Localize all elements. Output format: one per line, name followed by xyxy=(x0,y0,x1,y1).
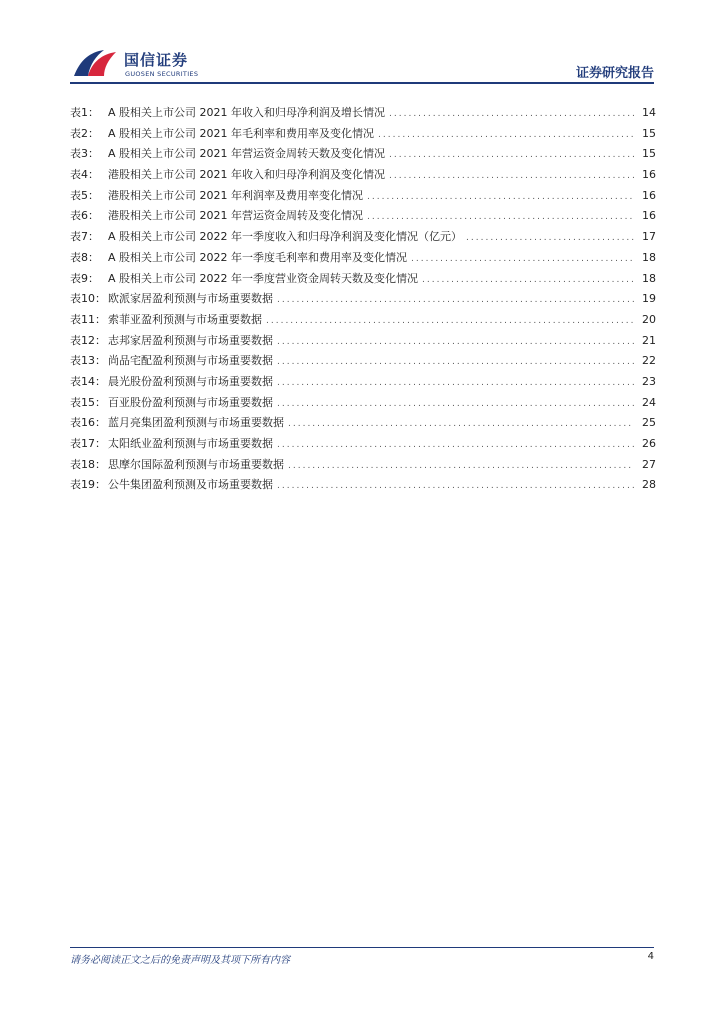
toc-entry-title: 港股相关上市公司 2021 年利润率及费用率变化情况 xyxy=(108,188,363,202)
toc-entry-page: 17 xyxy=(642,230,656,244)
toc-leader-dots xyxy=(277,373,634,394)
toc-entry-page: 16 xyxy=(642,188,656,202)
toc-leader-dots xyxy=(288,456,634,477)
toc-entry-label: 表17： xyxy=(70,437,106,450)
toc-entry-page: 20 xyxy=(642,312,656,326)
toc-entry-label: 表1： xyxy=(70,106,99,119)
report-type-label: 证券研究报告 xyxy=(575,66,654,81)
toc-entry-label: 表19： xyxy=(70,478,106,492)
page-number: 4 xyxy=(647,951,654,962)
toc-entry-title: 思摩尔国际盈利预测与市场重要数据 xyxy=(108,457,284,471)
toc-entry-label: 表18： xyxy=(70,457,106,471)
toc-entry-title: 百亚股份盈利预测与市场重要数据 xyxy=(108,395,273,409)
toc-entry-title: A 股相关上市公司 2022 年一季度毛利率和费用率及变化情况 xyxy=(108,250,408,264)
toc-leader-dots xyxy=(277,290,634,311)
toc-leader-dots xyxy=(277,476,634,497)
toc-entry-title: 欧派家居盈利预测与市场重要数据 xyxy=(108,292,273,306)
toc-leader-dots xyxy=(277,352,634,373)
toc-leader-dots xyxy=(389,166,634,187)
toc-entry-title: A 股相关上市公司 2021 年毛利率和费用率及变化情况 xyxy=(108,126,375,140)
guosen-logo xyxy=(70,46,220,86)
toc-entry-label: 表12： xyxy=(70,333,106,347)
toc-entry-label: 表5： xyxy=(70,188,99,202)
toc-entry[interactable] xyxy=(70,331,656,352)
toc-entry-title: 港股相关上市公司 2021 年营运资金周转及变化情况 xyxy=(108,209,363,223)
toc-entry-label: 表10： xyxy=(70,292,106,306)
toc-entry-page: 15 xyxy=(642,126,656,140)
toc-entry[interactable] xyxy=(70,144,656,165)
toc-entry-title: 港股相关上市公司 2021 年收入和归母净利润及变化情况 xyxy=(108,168,385,182)
toc-entry[interactable] xyxy=(70,269,656,290)
toc-entry[interactable] xyxy=(70,289,656,310)
toc-leader-dots xyxy=(466,228,634,249)
toc-entry-label: 表7： xyxy=(70,230,99,244)
page-header xyxy=(0,0,724,90)
toc-entry-label: 表6： xyxy=(70,209,99,223)
toc-entry-label: 表14： xyxy=(70,374,106,388)
toc-entry-label: 表8： xyxy=(70,250,99,264)
toc-entry[interactable] xyxy=(70,103,656,124)
toc-entry-label: 表13： xyxy=(70,354,106,368)
guosen-logo-icon xyxy=(70,46,118,80)
toc-entry-page: 24 xyxy=(642,395,656,409)
toc-entry[interactable] xyxy=(70,455,656,476)
toc-entry[interactable] xyxy=(70,475,656,496)
toc-entry-label: 表4： xyxy=(70,168,99,182)
toc-entry-page: 26 xyxy=(642,437,656,450)
table-of-contents xyxy=(70,103,656,496)
toc-entry[interactable] xyxy=(70,227,656,248)
toc-entry[interactable] xyxy=(70,248,656,269)
toc-entry[interactable] xyxy=(70,186,656,207)
toc-entry-page: 23 xyxy=(642,374,656,388)
toc-entry-title: A 股相关上市公司 2022 年一季度收入和归母净利润及变化情况（亿元） xyxy=(108,230,463,244)
toc-leader-dots xyxy=(277,394,634,415)
toc-entry-title: 公牛集团盈利预测及市场重要数据 xyxy=(108,478,273,492)
toc-leader-dots xyxy=(411,249,634,270)
toc-entry-page: 27 xyxy=(642,457,656,471)
footer-divider xyxy=(70,947,654,948)
toc-entry-page: 16 xyxy=(642,168,656,182)
logo-chinese-name: 国信证券 xyxy=(124,51,189,69)
toc-entry-page: 21 xyxy=(642,333,656,347)
toc-leader-dots xyxy=(367,187,634,208)
toc-leader-dots xyxy=(378,125,634,146)
toc-leader-dots xyxy=(277,435,634,456)
toc-entry-title: 索菲亚盈利预测与市场重要数据 xyxy=(108,312,262,326)
toc-entry[interactable] xyxy=(70,413,656,434)
toc-entry-title: 蓝月亮集团盈利预测与市场重要数据 xyxy=(108,416,284,430)
toc-entry-title: 晨光股份盈利预测与市场重要数据 xyxy=(108,374,273,388)
toc-entry-page: 28 xyxy=(642,478,656,492)
toc-leader-dots xyxy=(266,311,634,332)
toc-entry-page: 15 xyxy=(642,147,656,161)
toc-entry-page: 22 xyxy=(642,354,656,368)
toc-leader-dots xyxy=(288,414,634,435)
toc-entry-title: A 股相关上市公司 2022 年一季度营业资金周转天数及变化情况 xyxy=(108,271,419,285)
toc-entry[interactable] xyxy=(70,206,656,227)
toc-entry-label: 表3： xyxy=(70,147,99,161)
toc-leader-dots xyxy=(389,145,634,166)
toc-entry-page: 16 xyxy=(642,209,656,223)
toc-entry[interactable] xyxy=(70,393,656,414)
toc-entry-title: 太阳纸业盈利预测与市场重要数据 xyxy=(108,437,273,450)
toc-leader-dots xyxy=(277,332,634,353)
logo-english-name: GUOSEN SECURITIES xyxy=(125,70,199,78)
toc-entry[interactable] xyxy=(70,124,656,145)
toc-entry-label: 表11： xyxy=(70,312,106,326)
toc-leader-dots xyxy=(389,104,634,125)
toc-entry-label: 表2： xyxy=(70,126,99,140)
toc-entry-label: 表9： xyxy=(70,271,99,285)
toc-entry-title: A 股相关上市公司 2021 年收入和归母净利润及增长情况 xyxy=(108,106,386,119)
toc-entry[interactable] xyxy=(70,434,656,455)
toc-entry-label: 表16： xyxy=(70,416,106,430)
toc-entry-title: 尚品宅配盈利预测与市场重要数据 xyxy=(108,354,273,368)
toc-entry-page: 14 xyxy=(642,106,656,119)
toc-entry[interactable] xyxy=(70,310,656,331)
toc-entry-label: 表15： xyxy=(70,395,106,409)
toc-leader-dots xyxy=(367,207,634,228)
toc-entry[interactable] xyxy=(70,351,656,372)
toc-entry-page: 18 xyxy=(642,250,656,264)
toc-entry[interactable] xyxy=(70,165,656,186)
toc-entry-page: 18 xyxy=(642,271,656,285)
toc-entry[interactable] xyxy=(70,372,656,393)
disclaimer-note: 请务必阅读正文之后的免责声明及其项下所有内容 xyxy=(70,955,290,966)
toc-entry-title: 志邦家居盈利预测与市场重要数据 xyxy=(108,333,273,347)
header-divider xyxy=(70,82,654,84)
toc-entry-page: 25 xyxy=(642,416,656,430)
toc-entry-page: 19 xyxy=(642,292,656,306)
toc-leader-dots xyxy=(422,270,634,291)
toc-entry-title: A 股相关上市公司 2021 年营运资金周转天数及变化情况 xyxy=(108,147,386,161)
